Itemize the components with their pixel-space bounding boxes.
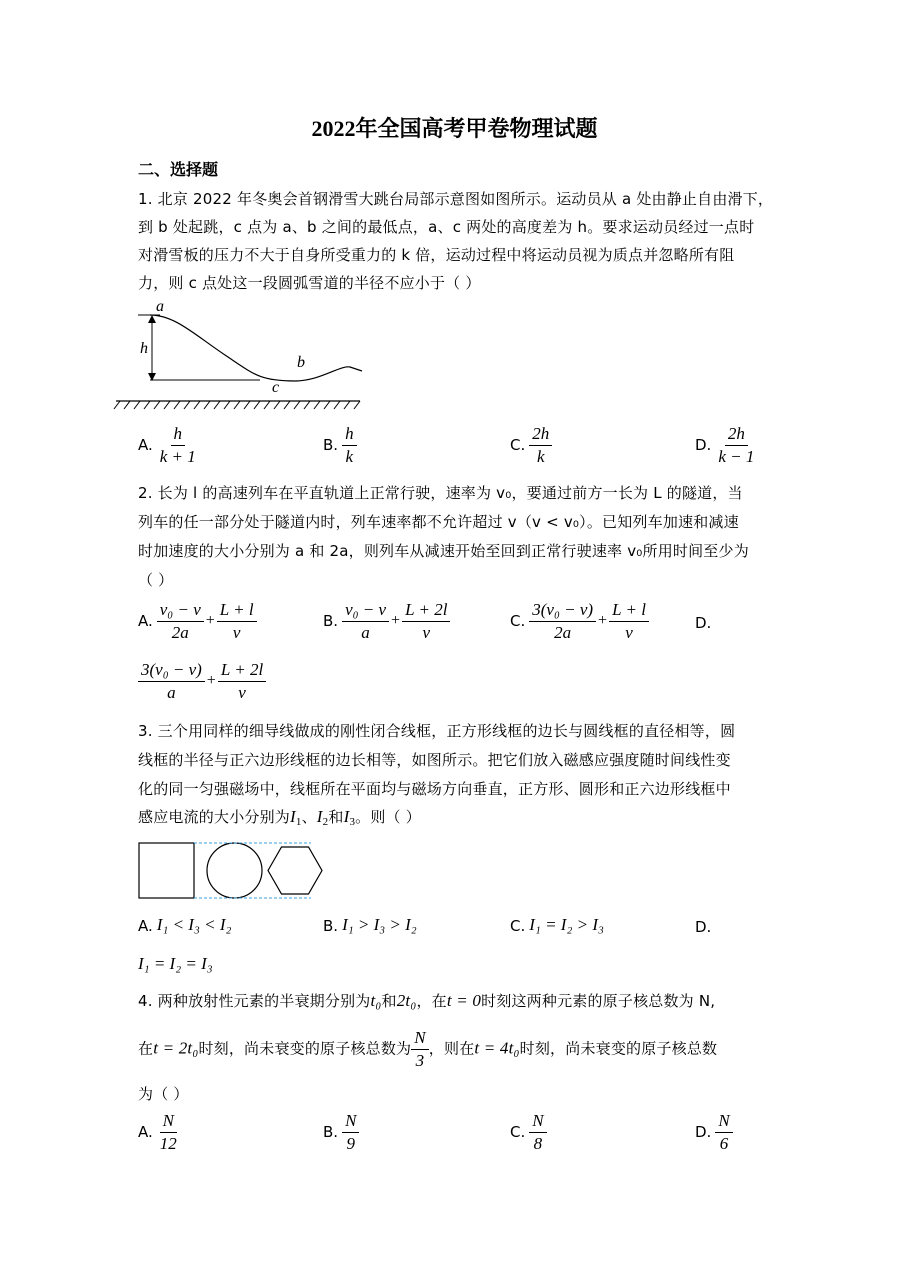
q3-option-d-label: D.	[695, 918, 712, 936]
q2-option-b[interactable]: B. $\frac{\text{v₀ − v}}{a}$ + $\frac{L + 2l}{v}$	[323, 600, 450, 642]
q2-line-2: 列车的任一部分处于隧道内时，列车速率都不允许超过 v（v < v₀）。已知列车加速和减速	[138, 513, 739, 531]
q1-line-3: 对滑雪板的压力不大于自身所受重力的 k 倍，运动过程中将运动员视为质点并忽略所有阻	[138, 246, 735, 264]
q2-line-3: 时加速度的大小分别为 a 和 2a，则列车从减速开始至回到正常行驶速率 v₀所用时间至少为	[138, 542, 749, 560]
label-a: a	[156, 298, 164, 315]
q3-line-3: 化的同一匀强磁场中，线框所在平面均与磁场方向垂直，正方形、圆形和正六边形线框中	[138, 780, 731, 798]
q3-option-c[interactable]: C. I₁ = I₂ > I₃	[510, 915, 604, 935]
q1-line-1: 1. 北京 2022 年冬奥会首钢滑雪大跳台局部示意图如图所示。运动员从 a 处由静止自由滑下，	[138, 190, 774, 208]
q2-line-1: 2. 长为 l 的高速列车在平直轨道上正常行驶，速率为 v₀，要通过前方一长为 L 的隧道，当	[138, 484, 743, 502]
q3-line-4: 感应电流的大小分别为$I_1$、$I_2$和$I_3$。则（ ）	[138, 807, 421, 828]
q2-option-a[interactable]: A. $\frac{\text{v₀ − v}}{2a}$ + $\frac{L + l}{v}$	[138, 600, 257, 642]
wire-frames-figure	[136, 840, 326, 902]
q4-line-1: 4. 两种放射性元素的半衰期分别为t₀和2t₀，在t = 0时刻这两种元素的原子核总数为 N,	[138, 991, 716, 1010]
q3-line-1: 3. 三个用同样的细导线做成的刚性闭合线框，正方形线框的边长与圆线框的直径相等，圆	[138, 722, 736, 740]
q4-option-c[interactable]: C. $\frac{N}{8}$	[510, 1111, 547, 1153]
q4-option-b[interactable]: B. $\frac{N}{9}$	[323, 1111, 359, 1153]
q2-option-d-label: D.	[695, 614, 712, 632]
q4-option-d[interactable]: D. $\frac{N}{6}$	[695, 1111, 733, 1153]
ski-slope-figure	[110, 295, 370, 413]
q3-option-b[interactable]: B. I₁ > I₃ > I₂	[323, 915, 417, 935]
q4-line-3: 为（ ）	[138, 1085, 189, 1103]
q2-option-d[interactable]: $\frac{\text{3(v₀ − v)}}{a}$ + $\frac{L + 2l}{v}$	[138, 660, 266, 702]
label-c: c	[272, 379, 280, 396]
q4-line-2: 在t = 2t₀时刻，尚未衰变的原子核总数为 $\frac{N}{3}$ ，则在t = 4t₀时刻，尚未衰变的原子核总数	[138, 1028, 718, 1070]
q1-option-b[interactable]: B. $\frac{h}{k}$	[323, 424, 357, 466]
hexagon-frame	[268, 847, 322, 894]
q1-line-2: 到 b 处起跳，c 点为 a、b 之间的最低点，a、c 两处的高度差为 h。要求运动员经过一点时	[138, 218, 755, 236]
q3-option-d[interactable]: I₁ = I₂ = I₃	[138, 954, 213, 973]
q1-option-c[interactable]: C. $\frac{2h}{k}$	[510, 424, 552, 466]
q3-option-a[interactable]: A. I₁ < I₃ < I₂	[138, 915, 232, 935]
label-h: h	[140, 340, 148, 357]
square-frame	[139, 843, 194, 898]
section-heading: 二、选择题	[138, 160, 219, 179]
q1-line-4: 力，则 c 点处这一段圆弧雪道的半径不应小于（ ）	[138, 274, 481, 292]
q1-option-a[interactable]: A. $\frac{h}{k + 1}$	[138, 424, 196, 466]
circle-frame	[207, 843, 262, 898]
q4-option-a[interactable]: A. $\frac{N}{12}$	[138, 1111, 177, 1153]
q3-line-2: 线框的半径与正六边形线框的边长相等，如图所示。把它们放入磁感应强度随时间线性变	[138, 751, 731, 769]
q2-line-4: （ ）	[138, 571, 174, 589]
label-b: b	[297, 354, 305, 371]
q2-option-c[interactable]: C. $\frac{\text{3(v₀ − v)}}{2a}$ + $\frac{L + l}{v}$	[510, 600, 649, 642]
q1-option-d[interactable]: D. $\frac{2h}{k - 1}$	[695, 424, 755, 466]
page-title: 2022年全国高考甲卷物理试题	[311, 116, 598, 141]
